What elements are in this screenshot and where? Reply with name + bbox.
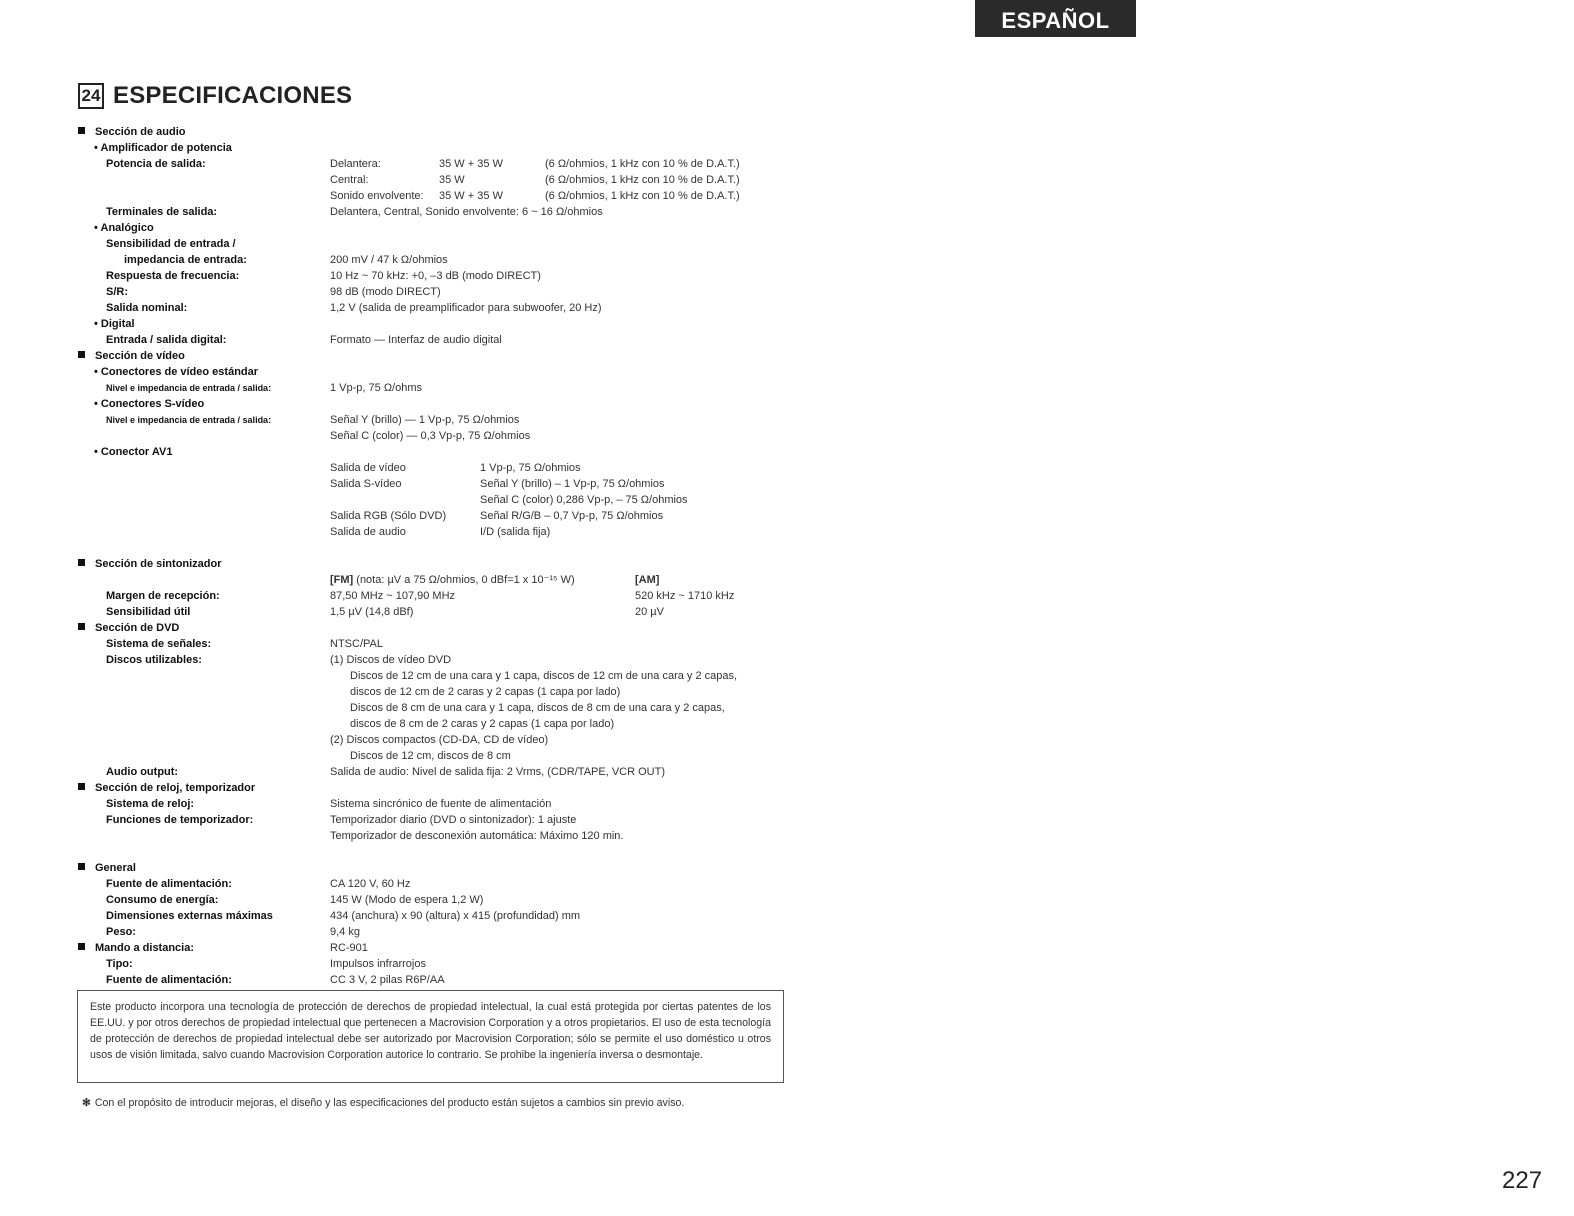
av1-output-name: Salida de audio — [330, 526, 406, 538]
spec-row — [0, 524, 900, 540]
spec-subsection-heading — [94, 140, 232, 156]
spec-row — [0, 652, 900, 668]
spec-subsection-label: Amplificador de potencia — [100, 142, 232, 154]
language-tab: ESPAÑOL — [975, 0, 1136, 37]
spec-value: 1,2 V (salida de preamplificador para subwoofer, 20 Hz) — [330, 302, 602, 314]
spec-label: impedancia de entrada: — [124, 254, 247, 266]
av1-output-spec: I/D (salida fija) — [480, 526, 551, 538]
spec-section-label: Sección de reloj, temporizador — [95, 782, 256, 794]
bullet-dot-icon: • — [94, 398, 101, 410]
spec-subsection-label: Conector AV1 — [100, 446, 173, 458]
section-number: 24 — [78, 83, 104, 109]
spec-row — [0, 620, 900, 636]
spec-section-label: Mando a distancia: — [95, 942, 195, 954]
spec-value-condition: (6 Ω/ohmios, 1 kHz con 10 % de D.A.T.) — [545, 190, 740, 202]
spec-subsection-label: Digital — [100, 318, 135, 330]
spec-value: 434 (anchura) x 90 (altura) x 415 (profundidad) mm — [330, 910, 581, 922]
page-number: 227 — [1502, 1167, 1543, 1194]
spec-row — [0, 540, 900, 556]
spec-section-heading — [78, 620, 179, 636]
am-value: 20 µV — [635, 606, 664, 618]
spec-label: Margen de recepción: — [106, 590, 220, 602]
spec-value: Formato — Interfaz de audio digital — [330, 334, 502, 346]
spec-row — [0, 684, 900, 700]
spec-section-heading — [78, 780, 255, 796]
spec-label: Sistema de señales: — [106, 638, 212, 650]
spec-value: Discos de 8 cm de una cara y 1 capa, discos de 8 cm de una cara y 2 capas, — [350, 702, 725, 714]
spec-section-label: Sección de DVD — [95, 622, 180, 634]
spec-value-channel: Sonido envolvente: — [330, 190, 424, 202]
spec-row — [0, 348, 900, 364]
spec-label: Fuente de alimentación: — [106, 974, 232, 986]
spec-row — [0, 940, 900, 956]
spec-section-label: Sección de vídeo — [95, 350, 185, 362]
spec-subsection-label: Conectores de vídeo estándar — [100, 366, 259, 378]
spec-row — [0, 412, 900, 428]
spec-row — [0, 380, 900, 396]
fm-tag: [FM] — [330, 574, 354, 586]
spec-subsection-heading — [94, 316, 135, 332]
square-bullet-icon — [78, 783, 85, 790]
section-title: ESPECIFICACIONES — [113, 82, 353, 109]
bullet-dot-icon: • — [94, 446, 101, 458]
spec-row — [0, 604, 900, 620]
spec-row — [0, 508, 900, 524]
spec-row — [0, 732, 900, 748]
spec-row — [0, 332, 900, 348]
spec-row — [0, 700, 900, 716]
spec-row — [0, 220, 900, 236]
spec-value: Temporizador diario (DVD o sintonizador): 1 ajuste — [330, 814, 577, 826]
spec-subsection-heading — [94, 396, 204, 412]
spec-value: 98 dB (modo DIRECT) — [330, 286, 441, 298]
spec-label: Entrada / salida digital: — [106, 334, 227, 346]
spec-row — [0, 444, 900, 460]
spec-row — [0, 156, 900, 172]
av1-output-spec: Señal C (color) 0,286 Vp-p, – 75 Ω/ohmios — [480, 494, 688, 506]
spec-row — [0, 860, 900, 876]
spec-row — [0, 588, 900, 604]
spec-row — [0, 268, 900, 284]
spec-section-heading — [78, 124, 185, 140]
spec-row — [0, 972, 900, 988]
spec-row — [0, 396, 900, 412]
spec-row — [0, 316, 900, 332]
spec-value: Señal C (color) — 0,3 Vp-p, 75 Ω/ohmios — [330, 430, 531, 442]
spec-value-power: 35 W — [439, 174, 465, 186]
specifications-list — [0, 124, 900, 988]
spec-row — [0, 844, 900, 860]
spec-row — [0, 204, 900, 220]
spec-label: Fuente de alimentación: — [106, 878, 232, 890]
av1-output-spec: Señal Y (brillo) – 1 Vp-p, 75 Ω/ohmios — [480, 478, 665, 490]
spec-row — [0, 924, 900, 940]
spec-row — [0, 300, 900, 316]
spec-row — [0, 748, 900, 764]
spec-value: NTSC/PAL — [330, 638, 383, 650]
spec-row — [0, 780, 900, 796]
spec-value: Delantera, Central, Sonido envolvente: 6 ~ 16 Ω/ohmios — [330, 206, 603, 218]
bullet-dot-icon: • — [94, 318, 101, 330]
spec-value: 200 mV / 47 k Ω/ohmios — [330, 254, 448, 266]
spec-section-label: Sección de sintonizador — [95, 558, 222, 570]
copyright-notice: Este producto incorpora una tecnología de protección de derechos de propiedad intelectual, la cual está protegida por ciertas patentes de los EE.UU. y por otros derechos de propiedad intelectual que pertenecen a Macrovision Corporation y a otros propietarios. El uso de esta tecnología de protección de derechos de propiedad intelectual debe ser autorizado por Macrovision Corporation; sólo se permite el uso doméstico u otros usos de visión limitada, salvo cuando Macrovision Corporation autorice lo contrario. Se prohibe la ingeniería inversa o desmontaje. — [77, 990, 784, 1083]
spec-value-condition: (6 Ω/ohmios, 1 kHz con 10 % de D.A.T.) — [545, 174, 740, 186]
spec-value-power: 35 W + 35 W — [439, 190, 503, 202]
bullet-dot-icon: • — [94, 222, 101, 234]
spec-label: Discos utilizables: — [106, 654, 202, 666]
spec-label: Respuesta de frecuencia: — [106, 270, 240, 282]
spec-row — [0, 764, 900, 780]
spec-section-heading — [78, 556, 222, 572]
spec-value: CA 120 V, 60 Hz — [330, 878, 411, 890]
spec-label: Consumo de energía: — [106, 894, 219, 906]
spec-section-label: Sección de audio — [95, 126, 186, 138]
spec-label: Peso: — [106, 926, 136, 938]
tuner-fm-header — [330, 572, 575, 588]
spec-label: S/R: — [106, 286, 128, 298]
spec-value: 9,4 kg — [330, 926, 360, 938]
spec-label: Potencia de salida: — [106, 158, 206, 170]
spec-subsection-label: Conectores S-vídeo — [100, 398, 205, 410]
spec-value: Salida de audio: Nivel de salida fija: 2 Vrms, (CDR/TAPE, VCR OUT) — [330, 766, 666, 778]
spec-value: Señal Y (brillo) — 1 Vp-p, 75 Ω/ohmios — [330, 414, 520, 426]
spec-row — [0, 876, 900, 892]
spec-row — [0, 572, 900, 588]
spec-section-label: General — [95, 862, 136, 874]
fm-note: (nota: µV a 75 Ω/ohmios, 0 dBf=1 x 10⁻¹⁵ W) — [353, 574, 575, 586]
footnote-text: Con el propósito de introducir mejoras, el diseño y las especificaciones del producto están sujetos a cambios sin previo aviso. — [94, 1097, 685, 1109]
spec-subsection-label: Analógico — [100, 222, 154, 234]
spec-label: Tipo: — [106, 958, 133, 970]
square-bullet-icon — [78, 623, 85, 630]
spec-value: discos de 8 cm de 2 caras y 2 capas (1 capa por lado) — [350, 718, 615, 730]
spec-label: Audio output: — [106, 766, 179, 778]
spec-value: (1) Discos de vídeo DVD — [330, 654, 452, 666]
spec-value: CC 3 V, 2 pilas R6P/AA — [330, 974, 445, 986]
spec-row — [0, 172, 900, 188]
spec-section-heading — [78, 940, 194, 956]
spec-value: 145 W (Modo de espera 1,2 W) — [330, 894, 484, 906]
bullet-dot-icon: • — [94, 366, 101, 378]
spec-value: Discos de 12 cm, discos de 8 cm — [350, 750, 511, 762]
spec-label: Sistema de reloj: — [106, 798, 195, 810]
section-heading — [78, 82, 352, 110]
spec-value-power: 35 W + 35 W — [439, 158, 503, 170]
spec-section-heading — [78, 860, 136, 876]
footnote — [82, 1097, 684, 1109]
av1-output-name: Salida de vídeo — [330, 462, 406, 474]
fm-value: 1,5 µV (14,8 dBf) — [330, 606, 414, 618]
spec-row — [0, 428, 900, 444]
spec-row — [0, 556, 900, 572]
am-tag: [AM] — [635, 574, 660, 586]
spec-value: Impulsos infrarrojos — [330, 958, 426, 970]
spec-label: Terminales de salida: — [106, 206, 218, 218]
spec-row — [0, 460, 900, 476]
spec-row — [0, 236, 900, 252]
spec-label: Sensibilidad útil — [106, 606, 191, 618]
spec-row — [0, 956, 900, 972]
spec-value: Discos de 12 cm de una cara y 1 capa, discos de 12 cm de una cara y 2 capas, — [350, 670, 738, 682]
spec-row — [0, 636, 900, 652]
spec-label: Nivel e impedancia de entrada / salida: — [106, 383, 272, 393]
square-bullet-icon — [78, 559, 85, 566]
spec-subsection-heading — [94, 220, 154, 236]
spec-value-condition: (6 Ω/ohmios, 1 kHz con 10 % de D.A.T.) — [545, 158, 740, 170]
spec-row — [0, 124, 900, 140]
av1-output-spec: Señal R/G/B – 0,7 Vp-p, 75 Ω/ohmios — [480, 510, 664, 522]
square-bullet-icon — [78, 863, 85, 870]
fm-value: 87,50 MHz ~ 107,90 MHz — [330, 590, 456, 602]
spec-value: RC-901 — [330, 942, 368, 954]
spec-label: Nivel e impedancia de entrada / salida: — [106, 415, 272, 425]
spec-row — [0, 908, 900, 924]
av1-output-spec: 1 Vp-p, 75 Ω/ohmios — [480, 462, 581, 474]
spec-value: 10 Hz ~ 70 kHz: +0, –3 dB (modo DIRECT) — [330, 270, 541, 282]
spec-row — [0, 812, 900, 828]
spec-subsection-heading — [94, 444, 172, 460]
square-bullet-icon — [78, 127, 85, 134]
square-bullet-icon — [78, 351, 85, 358]
spec-label: Sensibilidad de entrada / — [106, 238, 236, 250]
spec-value: 1 Vp-p, 75 Ω/ohms — [330, 382, 422, 394]
spec-row — [0, 668, 900, 684]
square-bullet-icon — [78, 943, 85, 950]
spec-row — [0, 476, 900, 492]
spec-label: Dimensiones externas máximas — [106, 910, 273, 922]
spec-row — [0, 140, 900, 156]
av1-output-name: Salida RGB (Sólo DVD) — [330, 510, 447, 522]
spec-value: Sistema sincrónico de fuente de alimentación — [330, 798, 552, 810]
spec-label: Funciones de temporizador: — [106, 814, 254, 826]
spec-row — [0, 284, 900, 300]
spec-label: Salida nominal: — [106, 302, 188, 314]
spec-value: (2) Discos compactos (CD-DA, CD de vídeo) — [330, 734, 549, 746]
spec-row — [0, 796, 900, 812]
bullet-dot-icon: • — [94, 142, 101, 154]
spec-value: discos de 12 cm de 2 caras y 2 capas (1 capa por lado) — [350, 686, 621, 698]
spec-subsection-heading — [94, 364, 258, 380]
spec-row — [0, 364, 900, 380]
spec-section-heading — [78, 348, 185, 364]
spec-row — [0, 188, 900, 204]
spec-row — [0, 892, 900, 908]
spec-row — [0, 252, 900, 268]
spec-row — [0, 828, 900, 844]
spec-value-channel: Delantera: — [330, 158, 381, 170]
asterisk-icon: ✻ — [82, 1097, 91, 1109]
spec-value-channel: Central: — [330, 174, 369, 186]
av1-output-name: Salida S-vídeo — [330, 478, 402, 490]
spec-value: Temporizador de desconexión automática: Máximo 120 min. — [330, 830, 624, 842]
spec-row — [0, 716, 900, 732]
spec-row — [0, 492, 900, 508]
am-value: 520 kHz ~ 1710 kHz — [635, 590, 735, 602]
